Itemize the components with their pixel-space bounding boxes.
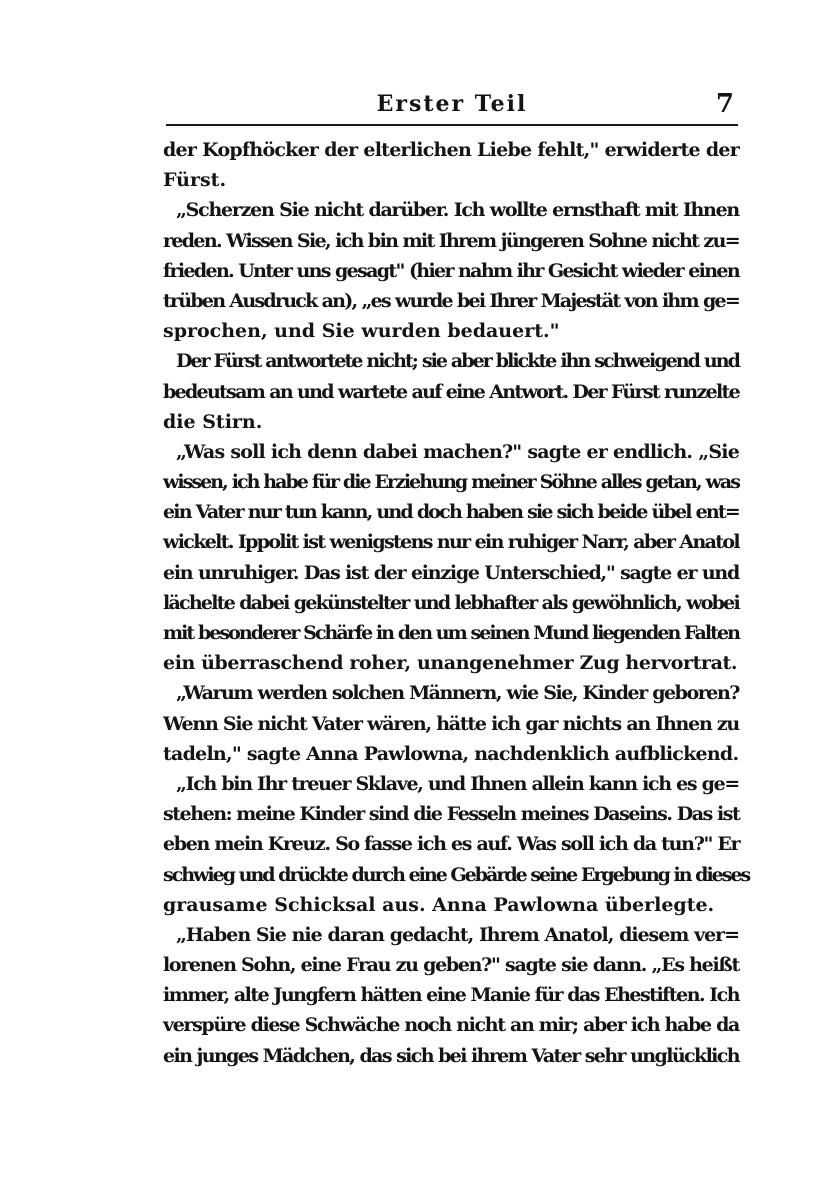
text-line: lorenen Sohn, eine Frau zu geben?" sagte sie dann. „Es heißt [163,954,739,977]
text-line: grausame Schicksal aus. Anna Pawlowna überlegte. [163,893,715,916]
text-line: „Scherzen Sie nicht darüber. Ich wollte ernsthaft mit Ihnen [176,199,739,222]
text-line: ein junges Mädchen, das sich bei ihrem Vater sehr unglücklich [163,1044,739,1067]
running-header [166,86,738,122]
text-line: „Ich bin Ihr treuer Sklave, und Ihnen allein kann ich es ge= [176,772,739,795]
text-line: trüben Ausdruck an), „es wurde bei Ihrer Majestät von ihm ge= [163,289,739,312]
text-line: immer, alte Jungfern hätten eine Manie für das Ehestiften. Ich [163,984,740,1007]
body-text [163,135,750,1071]
text-line: Fürst. [163,169,227,192]
text-line: wickelt. Ippolit ist wenigstens nur ein ruhiger Narr, aber Anatol [163,531,739,554]
text-line: reden. Wissen Sie, ich bin mit Ihrem jüngeren Sohne nicht zu= [163,229,739,252]
text-line: „Was soll ich denn dabei machen?" sagte er endlich. „Sie [176,440,739,463]
text-line: tadeln," sagte Anna Pawlowna, nachdenklich aufblickend. [163,742,739,765]
text-line: „Warum werden solchen Männern, wie Sie, Kinder geboren? [176,682,739,705]
text-line: Der Fürst antwortete nicht; sie aber blickte ihn schweigend und [176,350,739,373]
text-line: lächelte dabei gekünstelter und lebhafter als gewöhnlich, wobei [163,591,739,614]
text-line: die Stirn. [163,410,263,433]
text-line: frieden. Unter uns gesagt" (hier nahm ihr Gesicht wieder einen [163,259,739,282]
text-line: stehen: meine Kinder sind die Fesseln meines Daseins. Das ist [163,803,740,826]
text-line: ein unruhiger. Das ist der einzige Unterschied," sagte er und [163,561,739,584]
text-line: Wenn Sie nicht Vater wären, hätte ich gar nichts an Ihnen zu [163,712,739,735]
text-line: ein überraschend roher, unangenehmer Zug hervortrat. [163,652,738,675]
text-line: wissen, ich habe für die Erziehung meiner Söhne alles getan, was [163,471,739,494]
text-line: ein Vater nur tun kann, und doch haben sie sich beide übel ent= [163,501,739,524]
page-number: 7 [715,89,734,119]
text-line: schwieg und drückte durch eine Gebärde seine Ergebung in dieses [163,863,750,886]
text-line: bedeutsam an und wartete auf eine Antwort. Der Fürst runzelte [163,380,739,403]
header-rule [166,124,738,126]
text-line: mit besonderer Schärfe in den um seinen Mund liegenden Falten [163,622,739,644]
text-line: „Haben Sie nie daran gedacht, Ihrem Anatol, diesem ver= [176,923,739,946]
text-line: eben mein Kreuz. So fasse ich es auf. Was soll ich da tun?" Er [163,833,740,856]
text-line: verspüre diese Schwäche noch nicht an mir; aber ich habe da [163,1014,739,1037]
running-title: Erster Teil [376,91,528,117]
text-line: der Kopfhöcker der elterlichen Liebe fehlt," erwiderte der [163,139,739,161]
text-line: sprochen, und Sie wurden bedauert." [163,320,560,343]
